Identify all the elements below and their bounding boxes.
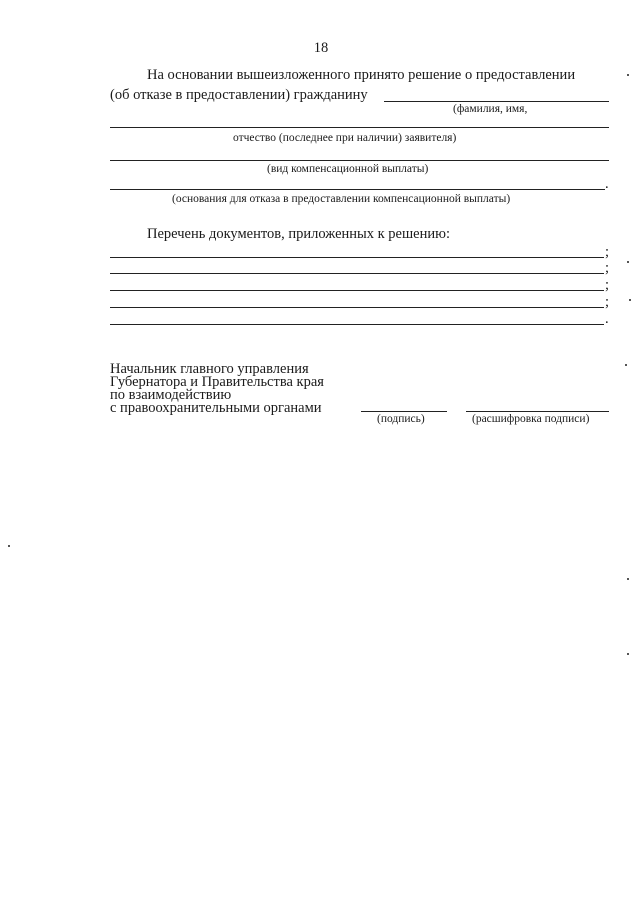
position-line-3: по взаимодействию <box>110 387 232 403</box>
caption-refusal-grounds: (основания для отказа в предоставлении компенсационной выплаты) <box>172 193 511 205</box>
signature-decoding-field[interactable] <box>466 411 609 412</box>
document-line-3[interactable] <box>110 290 604 291</box>
signature-field[interactable] <box>361 411 447 412</box>
document-line-4-end: ; <box>605 294 610 310</box>
payment-type-field[interactable] <box>110 160 609 161</box>
scan-speck <box>627 578 629 580</box>
caption-signature-decoding: (расшифровка подписи) <box>472 413 590 425</box>
position-line-2: Губернатора и Правительства края <box>110 374 324 390</box>
recipient-name-field[interactable] <box>384 101 609 102</box>
document-line-1[interactable] <box>110 257 604 258</box>
caption-payment-type: (вид компенсационной выплаты) <box>267 163 429 175</box>
scan-speck <box>629 299 631 301</box>
decision-text-line-2: (об отказе в предоставлении) гражданину <box>110 87 368 103</box>
document-line-2-end: ; <box>605 260 610 276</box>
recipient-patronymic-field[interactable] <box>110 127 609 128</box>
documents-heading: Перечень документов, приложенных к решению: <box>147 226 450 242</box>
document-line-2[interactable] <box>110 273 604 274</box>
caption-surname-name: (фамилия, имя, <box>453 103 528 115</box>
decision-text-line-1: На основании вышеизложенного принято решение о предоставлении <box>147 67 576 83</box>
refusal-grounds-line-end: . <box>605 176 609 192</box>
document-line-1-end: ; <box>605 244 610 260</box>
scan-speck <box>627 74 629 76</box>
scan-speck <box>625 364 627 366</box>
scan-speck <box>8 545 10 547</box>
position-line-4: с правоохранительными органами <box>110 400 322 416</box>
caption-patronymic: отчество (последнее при наличии) заявителя) <box>233 132 457 144</box>
page-number: 18 <box>313 40 329 56</box>
position-line-1: Начальник главного управления <box>110 361 309 377</box>
refusal-grounds-field[interactable] <box>110 189 605 190</box>
scan-speck <box>627 261 629 263</box>
document-line-4[interactable] <box>110 307 604 308</box>
document-line-5-end: . <box>605 311 609 327</box>
caption-signature: (подпись) <box>377 413 425 425</box>
scan-speck <box>627 653 629 655</box>
document-line-3-end: ; <box>605 277 610 293</box>
document-line-5[interactable] <box>110 324 604 325</box>
